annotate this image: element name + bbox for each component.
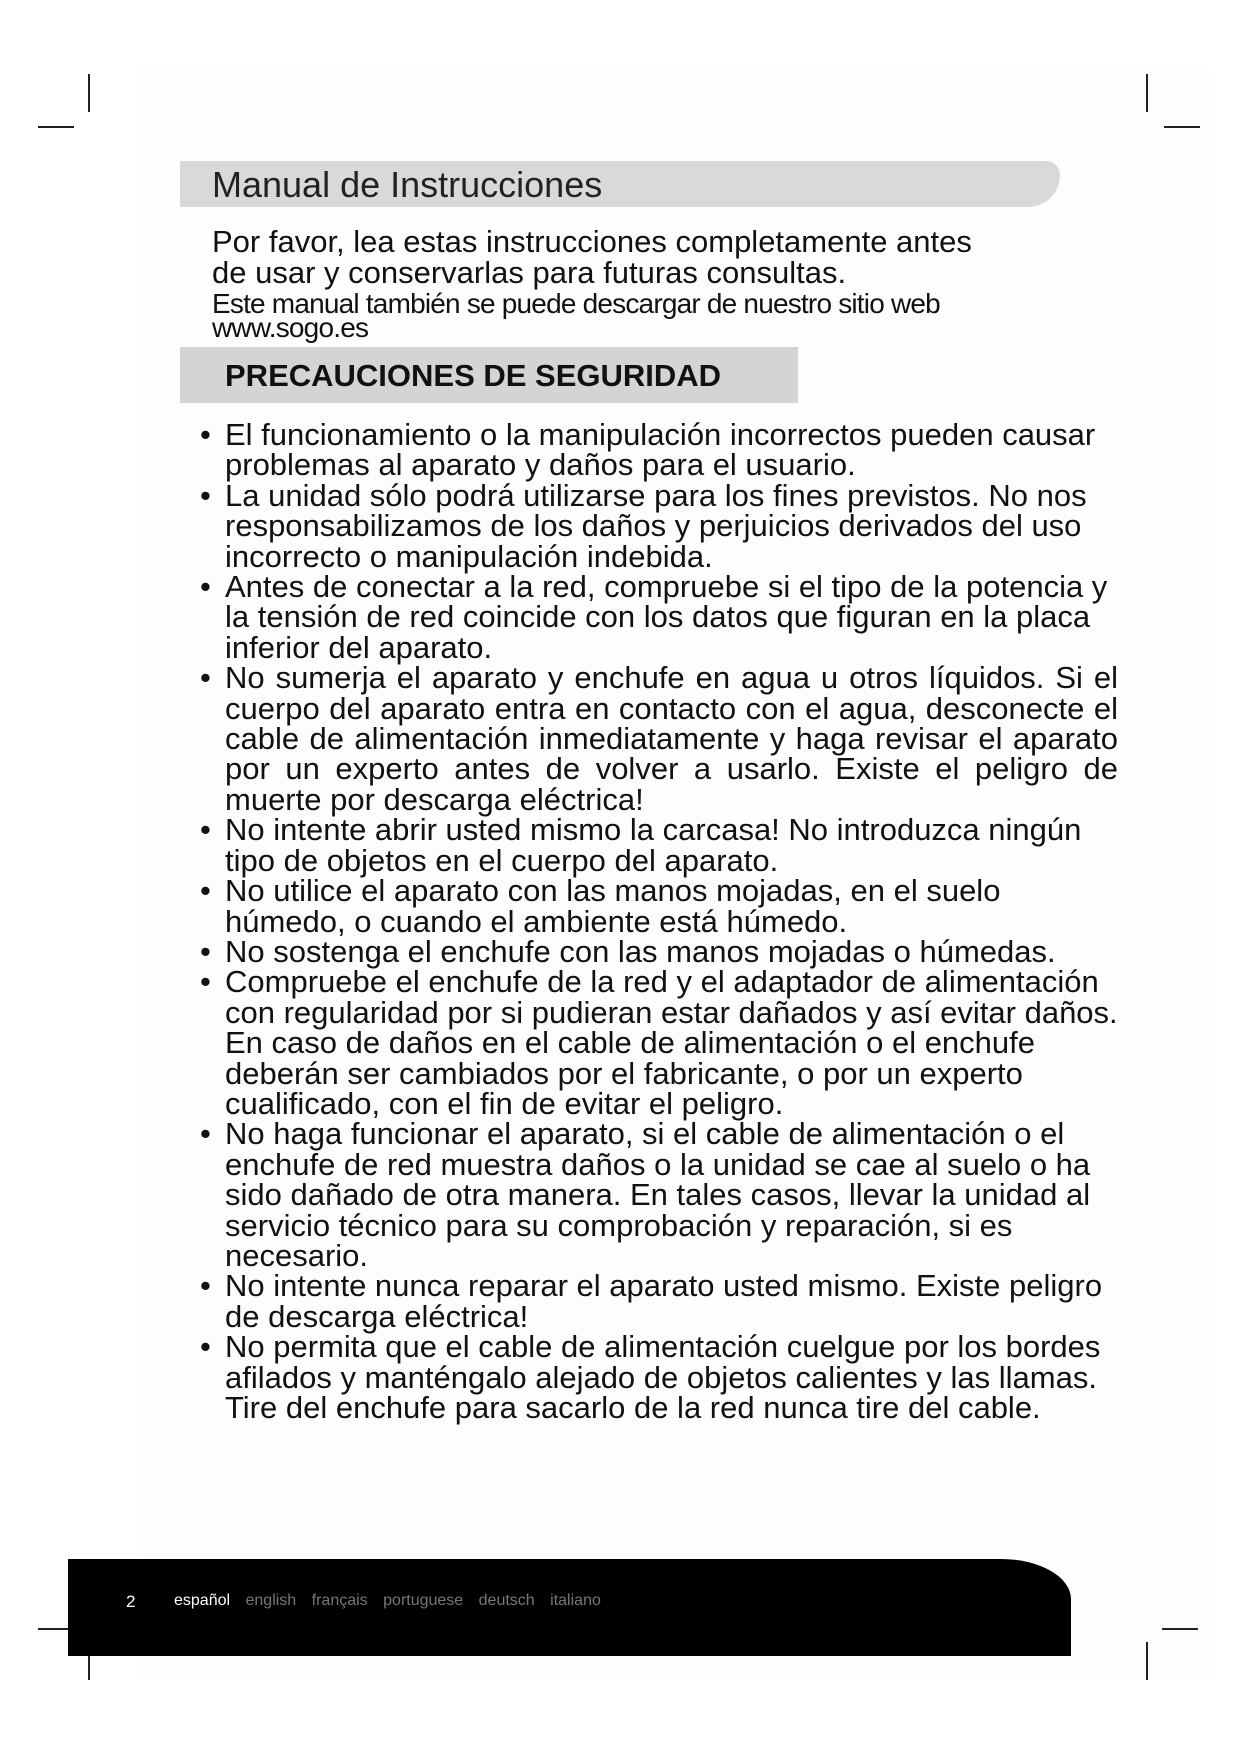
bullet: •	[200, 569, 211, 605]
list-item	[178, 1116, 1118, 1273]
precaution-text: Compruebe el enchufe de la red y el adaptador de alimentación con regularidad por si pudieran estar dañados y así evitar daños. En caso de daños en el cable de alimentación o el enchufe deberán ser cambiados por el fabricante, o por un experto cualificado, con el fin de evitar el peligro.	[225, 964, 1118, 1121]
precaution-text: No haga funcionar el aparato, si el cable de alimentación o el enchufe de red muestra daños o la unidad se cae al suelo o ha sido dañado de otra manera. En tales casos, llevar la unidad al servicio técnico para su comprobación y reparación, si es necesario.	[225, 1116, 1091, 1273]
bullet: •	[200, 964, 211, 1000]
list-item	[178, 812, 1118, 878]
bullet: •	[200, 660, 211, 696]
crop-mark-bottom-right-vertical	[1146, 1642, 1148, 1680]
precaution-text: No utilice el aparato con las manos mojadas, en el suelo húmedo, o cuando el ambiente está húmedo.	[225, 873, 1001, 939]
bullet: •	[200, 1116, 211, 1152]
list-item	[178, 933, 1118, 969]
precaution-text: Antes de conectar a la red, compruebe si el tipo de la potencia y la tensión de red coincide con los datos que figuran en la placa inferior del aparato.	[225, 569, 1108, 665]
precaution-text: La unidad sólo podrá utilizarse para los fines previstos. No nos responsabilizamos de los daños y perjuicios derivados del uso incorrecto o manipulación indebida.	[225, 477, 1087, 574]
bullet: •	[200, 1268, 211, 1304]
section-title: PRECAUCIONES DE SEGURIDAD	[225, 358, 722, 393]
bullet: •	[200, 933, 211, 969]
precaution-text: No sumerja el aparato y enchufe en agua u otros líquidos. Si el cuerpo del aparato entra en contacto con el agua, desconecte el cable de alimentación inmediatamente y haga revisar el aparato por un experto antes de volver a usarlo. Existe el peligro de muerte por descarga eléctrica!	[225, 660, 1118, 817]
bullet: •	[200, 1329, 211, 1365]
list-item	[178, 1268, 1118, 1334]
language-nav	[174, 1592, 612, 1610]
precautions-list	[178, 417, 1118, 1425]
list-item	[178, 417, 1118, 483]
list-item	[178, 477, 1118, 574]
crop-mark-bottom-right-horizontal	[1162, 1628, 1198, 1630]
intro-line: de usar y conservarlas para futuras consultas.	[212, 255, 847, 290]
precaution-text: No sostenga el enchufe con las manos mojadas o húmedas.	[225, 933, 1056, 969]
page-title: Manual de Instrucciones	[212, 164, 603, 205]
bullet: •	[200, 477, 211, 513]
language-link-english[interactable]: english	[245, 1592, 297, 1609]
list-item	[178, 660, 1118, 817]
list-item	[178, 1329, 1118, 1425]
precaution-text: No intente abrir usted mismo la carcasa! No introduzca ningún tipo de objetos en el cuerpo del aparato.	[225, 812, 1082, 878]
language-link-portuguese[interactable]: portuguese	[383, 1592, 464, 1609]
list-item	[178, 964, 1118, 1121]
intro-text	[212, 224, 1072, 343]
precaution-text: No permita que el cable de alimentación cuelgue por los bordes afilados y manténgalo alejado de objetos calientes y las llamas. Tire del enchufe para sacarlo de la red nunca tire del cable.	[225, 1329, 1101, 1425]
download-note: Este manual también se puede descargar de nuestro sitio web	[212, 288, 940, 319]
bullet: •	[200, 417, 211, 452]
website-link: www.sogo.es	[212, 312, 369, 343]
language-link-espanol[interactable]: español	[174, 1592, 231, 1609]
crop-mark-top-left-horizontal	[38, 126, 74, 128]
list-item	[178, 569, 1118, 665]
language-link-italiano[interactable]: italiano	[550, 1592, 601, 1609]
crop-mark-top-right-vertical	[1146, 74, 1148, 112]
language-link-deutsch[interactable]: deutsch	[478, 1592, 535, 1609]
crop-mark-top-left-vertical	[88, 74, 90, 112]
precaution-text: El funcionamiento o la manipulación incorrectos pueden causar problemas al aparato y daños para el usuario.	[225, 417, 1096, 483]
page-number: 2	[126, 1592, 136, 1611]
list-item	[178, 873, 1118, 939]
crop-mark-top-right-horizontal	[1164, 126, 1200, 128]
precaution-text: No intente nunca reparar el aparato usted mismo. Existe peligro de descarga eléctrica!	[225, 1268, 1103, 1334]
intro-line: Por favor, lea estas instrucciones completamente antes	[212, 224, 972, 259]
bullet: •	[200, 873, 211, 909]
language-link-francais[interactable]: français	[311, 1592, 368, 1609]
bullet: •	[200, 812, 211, 848]
